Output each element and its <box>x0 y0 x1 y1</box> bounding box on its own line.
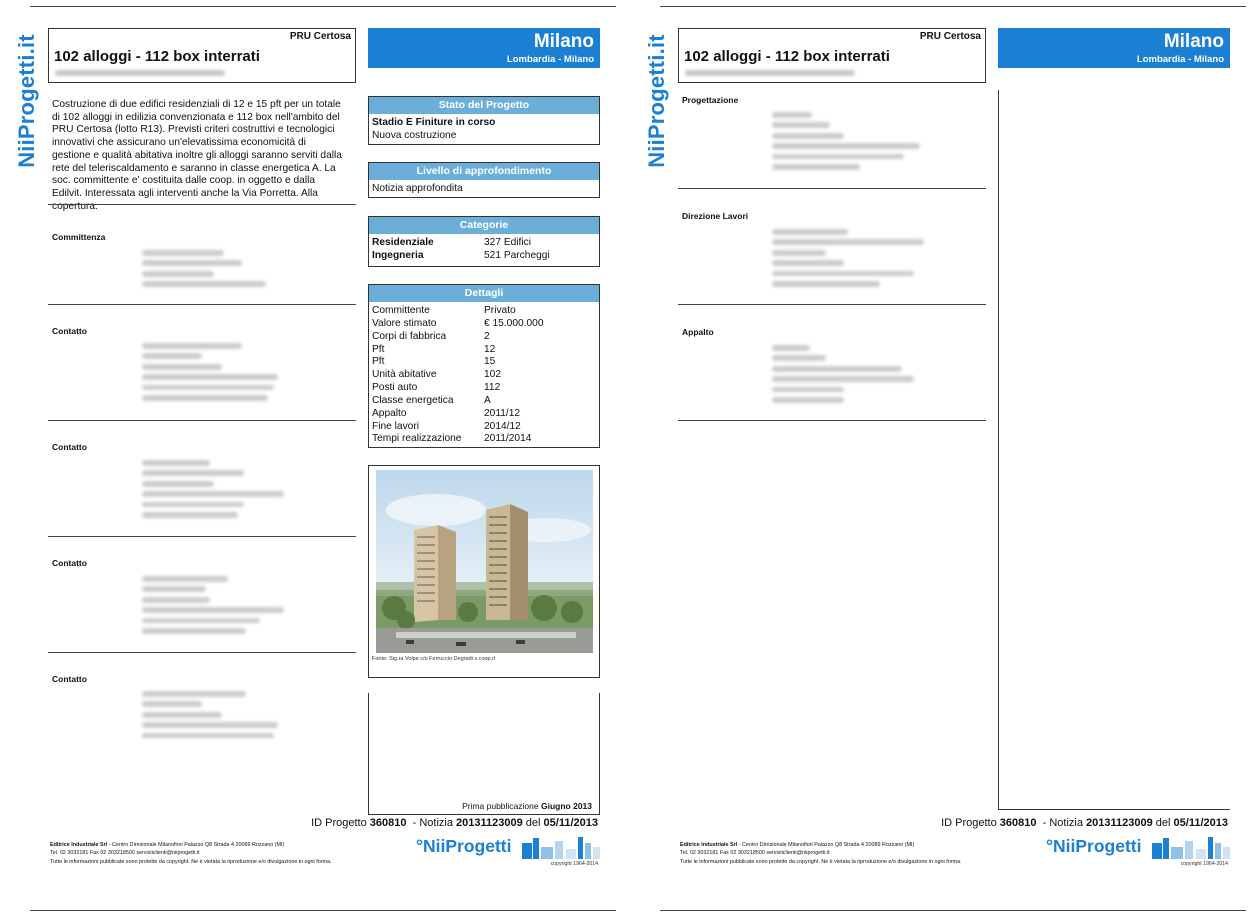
contact-details-blurred <box>142 460 284 522</box>
contact-details-blurred <box>142 576 284 638</box>
logo-wordmark: °NiiProgetti <box>416 836 512 856</box>
logo-wordmark: °NiiProgetti <box>1046 836 1142 856</box>
copyright-note: copyright 1964-2014 <box>1180 861 1228 867</box>
panel-categorie <box>368 216 600 267</box>
contact-label: Contatto <box>52 442 87 452</box>
detail-row: Pft 12 <box>372 343 496 355</box>
bottom-rule <box>660 910 1246 911</box>
panel-heading: Stato del Progetto <box>369 97 599 114</box>
project-stage: Stadio E Finiture in corso <box>372 117 496 128</box>
contact-label: Direzione Lavori <box>682 211 749 221</box>
top-rule <box>660 6 1246 7</box>
section-divider <box>48 652 356 653</box>
detail-row: Valore stimato € 15.000.000 <box>372 317 544 329</box>
photo-caption: Fonte: Sig.ra Volpe c/o Ferruccio Degradi s.coop.rl <box>372 656 496 662</box>
detail-row: Pft 15 <box>372 356 496 368</box>
panel-heading: Categorie <box>369 217 599 234</box>
project-rendering-image <box>376 470 593 653</box>
contact-label: Contatto <box>52 674 87 684</box>
first-publication: Prima pubblicazione Giugno 2013 <box>462 801 592 811</box>
logo-buildings-icon <box>1152 835 1230 859</box>
category-row: Ingegneria 521 Parcheggi <box>372 249 550 261</box>
city-box <box>368 28 600 68</box>
contact-details-blurred <box>142 343 278 405</box>
panel-heading: Dettagli <box>369 285 599 302</box>
contact-label: Contatto <box>52 326 87 336</box>
project-title: 102 alloggi - 112 box interrati <box>54 48 260 65</box>
region-name: Lombardia - Milano <box>506 54 594 65</box>
project-id-line: ID Progetto 360810 - Notizia 20131123009 del 05/11/2013 <box>941 817 1228 829</box>
contact-details-blurred <box>772 229 924 291</box>
section-divider <box>678 304 986 305</box>
panel-dettagli <box>368 284 600 448</box>
contact-label: Appalto <box>682 327 714 337</box>
title-box <box>678 28 986 83</box>
contact-details-blurred <box>142 691 278 743</box>
contact-details-blurred <box>772 345 914 407</box>
section-divider <box>48 304 356 305</box>
top-rule <box>30 6 616 7</box>
brand-vertical-logo: NiiProgetti.it <box>644 34 669 168</box>
city-box <box>998 28 1230 68</box>
brand-vertical-logo: NiiProgetti.it <box>14 34 39 168</box>
copyright-note: copyright 1964-2014 <box>550 861 598 867</box>
detail-row: Classe energetica A <box>372 394 491 406</box>
panel-livello <box>368 162 600 198</box>
detail-row: Corpi di fabbrica 2 <box>372 330 490 342</box>
niiprogetti-logo <box>416 835 600 865</box>
publication-box <box>368 693 600 815</box>
section-divider <box>48 420 356 421</box>
right-empty-column <box>998 90 1230 810</box>
page-2 <box>630 0 1260 912</box>
section-divider <box>48 536 356 537</box>
section-divider <box>678 188 986 189</box>
detail-row: Unità abitative 102 <box>372 369 501 381</box>
detail-row: Appalto 2011/12 <box>372 407 521 419</box>
section-divider <box>48 204 356 205</box>
category-row: Residenziale 327 Edifici <box>372 237 532 248</box>
publisher-footer: Editrice Industriale Srl - Centro Direzionale Milanofiori Palazzo Q8 Strada 4 20089 Rozzano (MI) Tel. 02 3032181 Fax 02 303218500 serviziiclienti@niiprogetti.it Tutte le informazioni pubblicate sono protette da copyright. Ne è vietata la riproduzione e/o divulgazione in ogni forma. <box>680 842 962 865</box>
contact-details-blurred <box>772 112 920 174</box>
project-description: Costruzione di due edifici residenziali di 12 e 15 pft per un totale di 102 alloggi in edilizia convenzionata e 112 box nell'ambito del PRU Certosa (lotto R13). Previsti criteri costruttivi e tecnologici innovativi che assicurano un'elevatissima economicità di gestione e qualità abitativa inoltre gli alloggi saranno serviti dalla rete del teleriscaldamento e saranno in classe energetica A. La soc. committente e' costituita dalle coop. in oggetto e dalla Edilvit. Interessata agli interventi anche la Via Porretta. Alla copertura. <box>52 99 342 212</box>
contact-label: Progettazione <box>682 95 739 105</box>
address-blurred <box>55 70 225 76</box>
panel-heading: Livello di approfondimento <box>369 163 599 180</box>
detail-row: Posti auto 112 <box>372 382 501 394</box>
detail-level: Notizia approfondita <box>372 183 463 194</box>
bottom-rule <box>30 910 616 911</box>
title-box <box>48 28 356 83</box>
detail-row: Tempi realizzazione 2011/2014 <box>372 433 532 445</box>
contact-label: Contatto <box>52 558 87 568</box>
section-divider <box>678 420 986 421</box>
logo-buildings-icon <box>522 835 600 859</box>
project-tag: PRU Certosa <box>289 31 351 42</box>
region-name: Lombardia - Milano <box>1136 54 1224 65</box>
panel-stato-progetto <box>368 96 600 145</box>
detail-row: Fine lavori 2014/12 <box>372 420 521 432</box>
address-blurred <box>685 70 855 76</box>
detail-row: Committente Privato <box>372 305 516 316</box>
project-id-line: ID Progetto 360810 - Notizia 20131123009 del 05/11/2013 <box>311 817 598 829</box>
contact-label: Committenza <box>52 232 106 242</box>
project-title: 102 alloggi - 112 box interrati <box>684 48 890 65</box>
city-name: Milano <box>533 31 594 52</box>
construction-type: Nuova costruzione <box>372 129 457 141</box>
project-photo-box <box>368 465 600 678</box>
city-name: Milano <box>1163 31 1224 52</box>
publisher-footer: Editrice Industriale Srl - Centro Direzionale Milanofiori Palazzo Q8 Strada 4 20089 Rozzano (MI) Tel. 02 3032181 Fax 02 303218500 serviziiclienti@niiprogetti.it Tutte le informazioni pubblicate sono protette da copyright. Ne è vietata la riproduzione e/o divulgazione in ogni forma. <box>50 842 332 865</box>
contact-details-blurred <box>142 250 266 292</box>
niiprogetti-logo <box>1046 835 1230 865</box>
project-tag: PRU Certosa <box>919 31 981 42</box>
